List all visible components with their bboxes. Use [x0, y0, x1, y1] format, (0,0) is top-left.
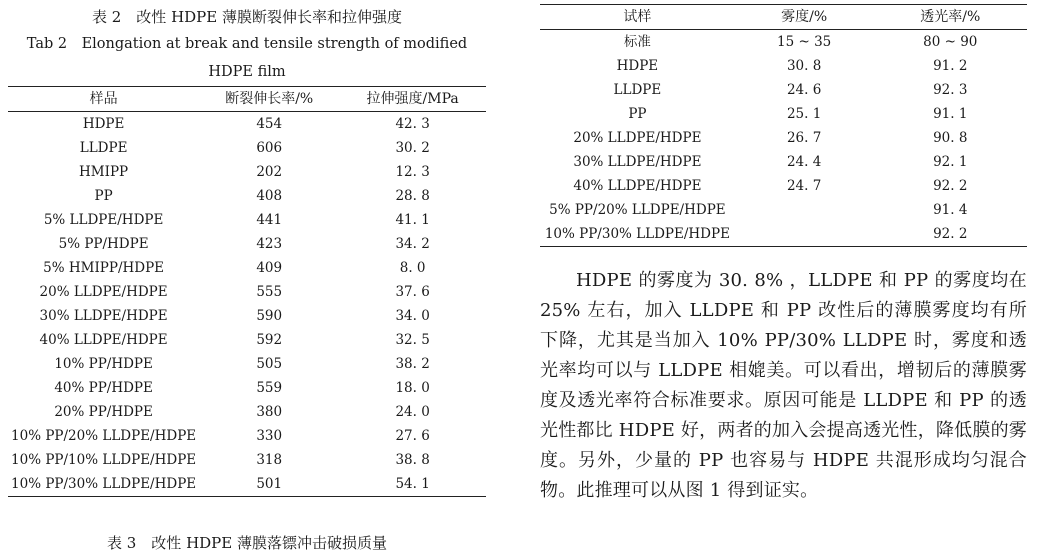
table2-row — [8, 232, 486, 256]
table2-cell: 27. 6 — [395, 428, 430, 444]
table2-cell: 380 — [256, 404, 283, 420]
table4-cell: 15 ~ 35 — [777, 34, 832, 50]
table2-cell: 409 — [256, 260, 283, 276]
table3-caption-zh: 表 3 改性 HDPE 薄膜落镖冲击破损质量 — [107, 534, 387, 552]
table4-cell: 90. 8 — [933, 130, 968, 146]
table2-cell: 40% PP/HDPE — [54, 380, 153, 396]
table2-cell: 12. 3 — [395, 164, 430, 180]
table4-cell: 5% PP/20% LLDPE/HDPE — [549, 202, 726, 218]
table2-cell: 28. 8 — [395, 188, 430, 204]
table2-header-row — [8, 87, 486, 112]
table2-cell: 5% LLDPE/HDPE — [43, 212, 164, 228]
table2-cell: 30. 2 — [395, 140, 430, 156]
table2-row — [8, 424, 486, 448]
table2-cell: 423 — [256, 236, 283, 252]
table4-header-sample: 试样 — [540, 5, 735, 30]
table2-cell: 38. 8 — [395, 452, 430, 468]
table4-cell: LLDPE — [613, 82, 662, 98]
table4-cell: 92. 2 — [933, 226, 968, 242]
table2-cell: 5% PP/HDPE — [58, 236, 149, 252]
table4-cell: 92. 1 — [933, 154, 968, 170]
table2-cell: 40% LLDPE/HDPE — [39, 332, 168, 348]
table2-cell: 24. 0 — [395, 404, 430, 420]
table4-header-transmittance: 透光率/% — [874, 5, 1027, 30]
table4-cell: 92. 2 — [933, 178, 968, 194]
table4-row — [540, 30, 1027, 55]
table4-cell: 24. 4 — [786, 154, 822, 170]
table4-cell: 26. 7 — [786, 130, 822, 146]
table2-caption-zh: 表 2 改性 HDPE 薄膜断裂伸长率和拉伸强度 — [92, 8, 402, 26]
table2-cell: 318 — [256, 452, 283, 468]
table2-cell: 32. 5 — [395, 332, 430, 348]
table4-cell — [735, 198, 874, 222]
table2-cell: 34. 0 — [395, 308, 430, 324]
table2-row — [8, 112, 486, 137]
right-column — [540, 0, 1027, 247]
table2-header-strength: 拉伸强度/MPa — [339, 87, 486, 112]
table2-cell: HMIPP — [79, 164, 129, 180]
table4-row — [540, 174, 1027, 198]
table2-row — [8, 160, 486, 184]
table2-cell: 10% PP/20% LLDPE/HDPE — [11, 428, 197, 444]
table4 — [540, 4, 1027, 247]
table4-cell: 91. 1 — [933, 106, 968, 122]
table4-cell: HDPE — [616, 58, 659, 74]
table4-row — [540, 54, 1027, 78]
table2-row — [8, 376, 486, 400]
table2-cell: 8. 0 — [399, 260, 426, 276]
table2-row — [8, 136, 486, 160]
table2-cell: 559 — [256, 380, 283, 396]
table4-cell — [735, 222, 874, 247]
table4-cell: 30% LLDPE/HDPE — [573, 154, 702, 170]
table4-row — [540, 78, 1027, 102]
table2-row — [8, 208, 486, 232]
table2-cell: 30% LLDPE/HDPE — [39, 308, 168, 324]
table2-cell: HDPE — [82, 116, 125, 132]
table4-body — [540, 30, 1027, 247]
table2-caption-en: Tab 2 Elongation at break and tensile strength of modified HDPE film — [26, 36, 468, 80]
table2-cell: 501 — [256, 476, 283, 492]
table2-cell: 42. 3 — [395, 116, 430, 132]
left-column — [8, 0, 486, 497]
table2-header-sample: 样品 — [8, 87, 199, 112]
table4-cell: PP — [628, 106, 647, 122]
table2-cell: 10% PP/30% LLDPE/HDPE — [11, 476, 197, 492]
table2-cell: 20% PP/HDPE — [54, 404, 153, 420]
table2-row — [8, 472, 486, 497]
table2-row — [8, 448, 486, 472]
table2-row — [8, 352, 486, 376]
table4-cell: 20% LLDPE/HDPE — [573, 130, 702, 146]
table4-row — [540, 198, 1027, 222]
table4-cell: 24. 6 — [786, 82, 822, 98]
table2-cell: 38. 2 — [395, 356, 430, 372]
table2-row — [8, 280, 486, 304]
table2-cell: 37. 6 — [395, 284, 430, 300]
table2-cell: 606 — [256, 140, 283, 156]
table2-cell: 330 — [256, 428, 283, 444]
table2 — [8, 86, 486, 497]
table2-cell: 34. 2 — [395, 236, 430, 252]
table4-cell: 92. 3 — [933, 82, 968, 98]
table2-cell: 454 — [256, 116, 283, 132]
table2-cell: 18. 0 — [395, 380, 430, 396]
table4-cell: 24. 7 — [786, 178, 822, 194]
table4-cell: 25. 1 — [786, 106, 822, 122]
table2-cell: 41. 1 — [395, 212, 430, 228]
table4-header-haze: 雾度/% — [735, 5, 874, 30]
table2-cell: 592 — [256, 332, 283, 348]
table2-cell: 20% LLDPE/HDPE — [39, 284, 168, 300]
table2-cell: PP — [94, 188, 113, 204]
table4-cell: 91. 2 — [933, 58, 968, 74]
table2-cell: LLDPE — [79, 140, 128, 156]
table2-row — [8, 304, 486, 328]
table2-cell: 590 — [256, 308, 283, 324]
table2-cell: 10% PP/10% LLDPE/HDPE — [11, 452, 197, 468]
table2-cell: 10% PP/HDPE — [54, 356, 153, 372]
table2-cell: 555 — [256, 284, 283, 300]
table2-row — [8, 184, 486, 208]
body-paragraph: HDPE 的雾度为 30. 8% ，LLDPE 和 PP 的雾度均在 25% 左右，加入 LLDPE 和 PP 改性后的薄膜雾度均有所下降，尤其是当加入 10% PP/30% LLDPE 时，雾度和透光率均可以与 LLDPE 相媲美。可以看出，增韧后的薄膜雾度及透光率符合标准要求。原因可能是 LLDPE 和 PP 的透光性都比 HDPE 好，两者的加入会提高透光性，降低膜的雾度。另外，少量的 PP 也容易与 HDPE 共混形成均匀混合物。此推理可以从图 1 得到证实。 — [540, 270, 1027, 501]
table4-row — [540, 126, 1027, 150]
table4-cell: 40% LLDPE/HDPE — [573, 178, 702, 194]
table4-cell: 30. 8 — [786, 58, 822, 74]
table4-cell: 80 ~ 90 — [923, 34, 978, 50]
table2-cell: 441 — [256, 212, 283, 228]
table2-cell: 202 — [256, 164, 283, 180]
table2-header-elongation: 断裂伸长率/% — [199, 87, 339, 112]
table2-row — [8, 400, 486, 424]
table2-row — [8, 256, 486, 280]
table2-cell: 54. 1 — [395, 476, 430, 492]
table2-row — [8, 328, 486, 352]
table4-row — [540, 150, 1027, 174]
table2-cell: 5% HMIPP/HDPE — [43, 260, 165, 276]
table4-cell: 91. 4 — [933, 202, 968, 218]
table4-cell: 10% PP/30% LLDPE/HDPE — [544, 226, 730, 242]
table2-body — [8, 112, 486, 497]
table4-row — [540, 222, 1027, 247]
table4-header-row — [540, 5, 1027, 30]
table4-cell: 标准 — [623, 34, 651, 50]
table2-cell: 505 — [256, 356, 283, 372]
table4-row — [540, 102, 1027, 126]
table2-cell: 408 — [256, 188, 283, 204]
